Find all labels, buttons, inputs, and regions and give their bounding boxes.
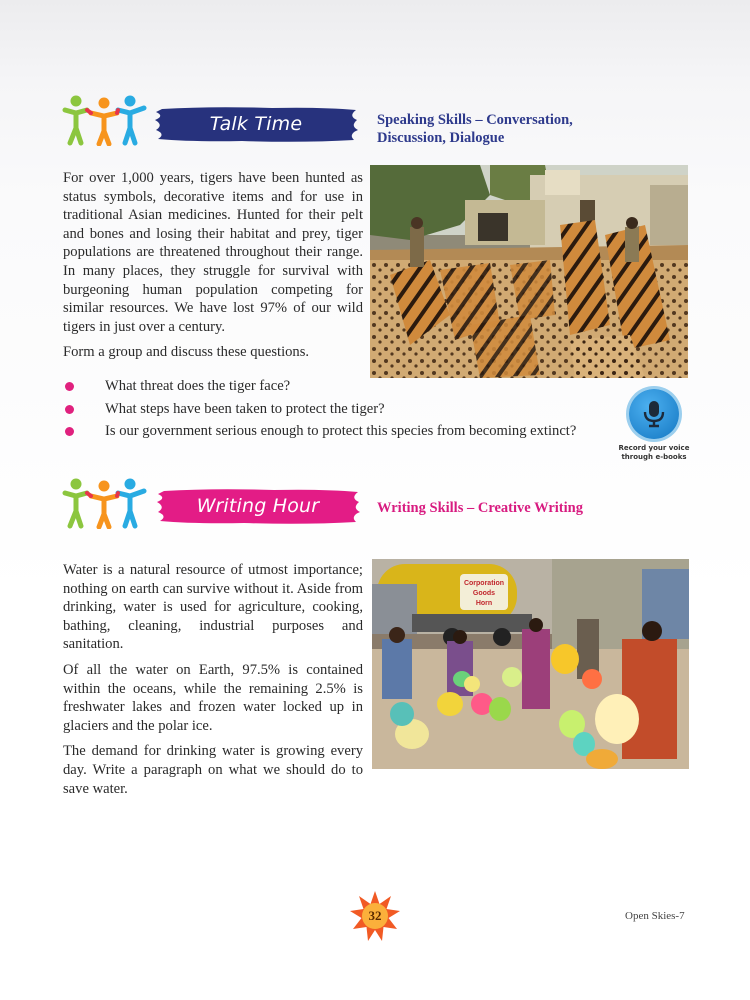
water-tanker-photo: [372, 559, 689, 769]
water-paragraph: Water is a natural resource of utmost importance; nothing on earth can survive without it. Aside from drinking, water is used for agriculture, cooking, bathing, cleaning, industrial purposes and sanitation.: [63, 562, 363, 653]
talk-time-banner: [152, 106, 360, 142]
group-people-icon: [62, 94, 152, 146]
tanker-sign-line1: Corporation: [463, 580, 505, 587]
water-paragraphs: [63, 561, 363, 805]
group-people-icon: [62, 477, 152, 529]
record-caption: [614, 444, 694, 461]
writing-hour-title: Writing Hour: [196, 495, 320, 517]
question-text: What threat does the tiger face?: [105, 378, 291, 394]
tiger-paragraph-text: For over 1,000 years, tigers have been hunted as status symbols, decorative items and for use in traditional Asian medicines. Hunted for their pelt and bones and losing their habitat and prey, tiger populations are threatened throughout their range. In many places, they struggle for survival with burgeoning human population competing for similar resources. We have lost 97% of our wild tigers in just over a century.: [63, 170, 363, 335]
speaking-skills-label: Speaking Skills – Conversation, Discussion, Dialogue: [377, 112, 573, 146]
bullet-icon: [65, 427, 74, 436]
question-text: Is our government serious enough to protect this species from becoming extinct?: [105, 423, 577, 440]
discussion-questions: [63, 377, 580, 445]
discussion-instruction: Form a group and discuss these questions.: [63, 344, 310, 361]
tiger-skins-photo: [370, 165, 688, 378]
book-title: Open Skies-7: [625, 910, 685, 922]
question-item: [63, 377, 580, 396]
tanker-sign-line3: Horn: [475, 600, 493, 607]
record-voice-widget[interactable]: [614, 389, 694, 461]
question-text: What steps have been taken to protect the tiger?: [105, 400, 385, 417]
question-item: [63, 422, 580, 441]
talk-time-title: Talk Time: [209, 113, 303, 135]
page-number: 32: [368, 908, 382, 923]
water-paragraph: The demand for drinking water is growing every day. Write a paragraph on what we should do to save water.: [63, 743, 363, 797]
bullet-icon: [65, 405, 74, 414]
water-paragraph: Of all the water on Earth, 97.5% is contained within the oceans, while the remaining 2.5% is freshwater lakes and frozen water locked up in glaciers and the polar ice.: [63, 661, 363, 734]
bullet-icon: [65, 382, 74, 391]
record-caption-line2: through e-books: [621, 452, 687, 461]
writing-skills-label: Writing Skills – Creative Writing: [377, 500, 583, 516]
tiger-paragraph: [63, 169, 363, 369]
record-caption-line1: Record your voice: [618, 444, 690, 452]
question-item: [63, 400, 580, 419]
writing-hour-banner: [154, 488, 362, 524]
tanker-sign-line2: Goods: [472, 590, 496, 597]
microphone-icon[interactable]: [629, 389, 679, 439]
page-number-badge: [349, 890, 401, 942]
